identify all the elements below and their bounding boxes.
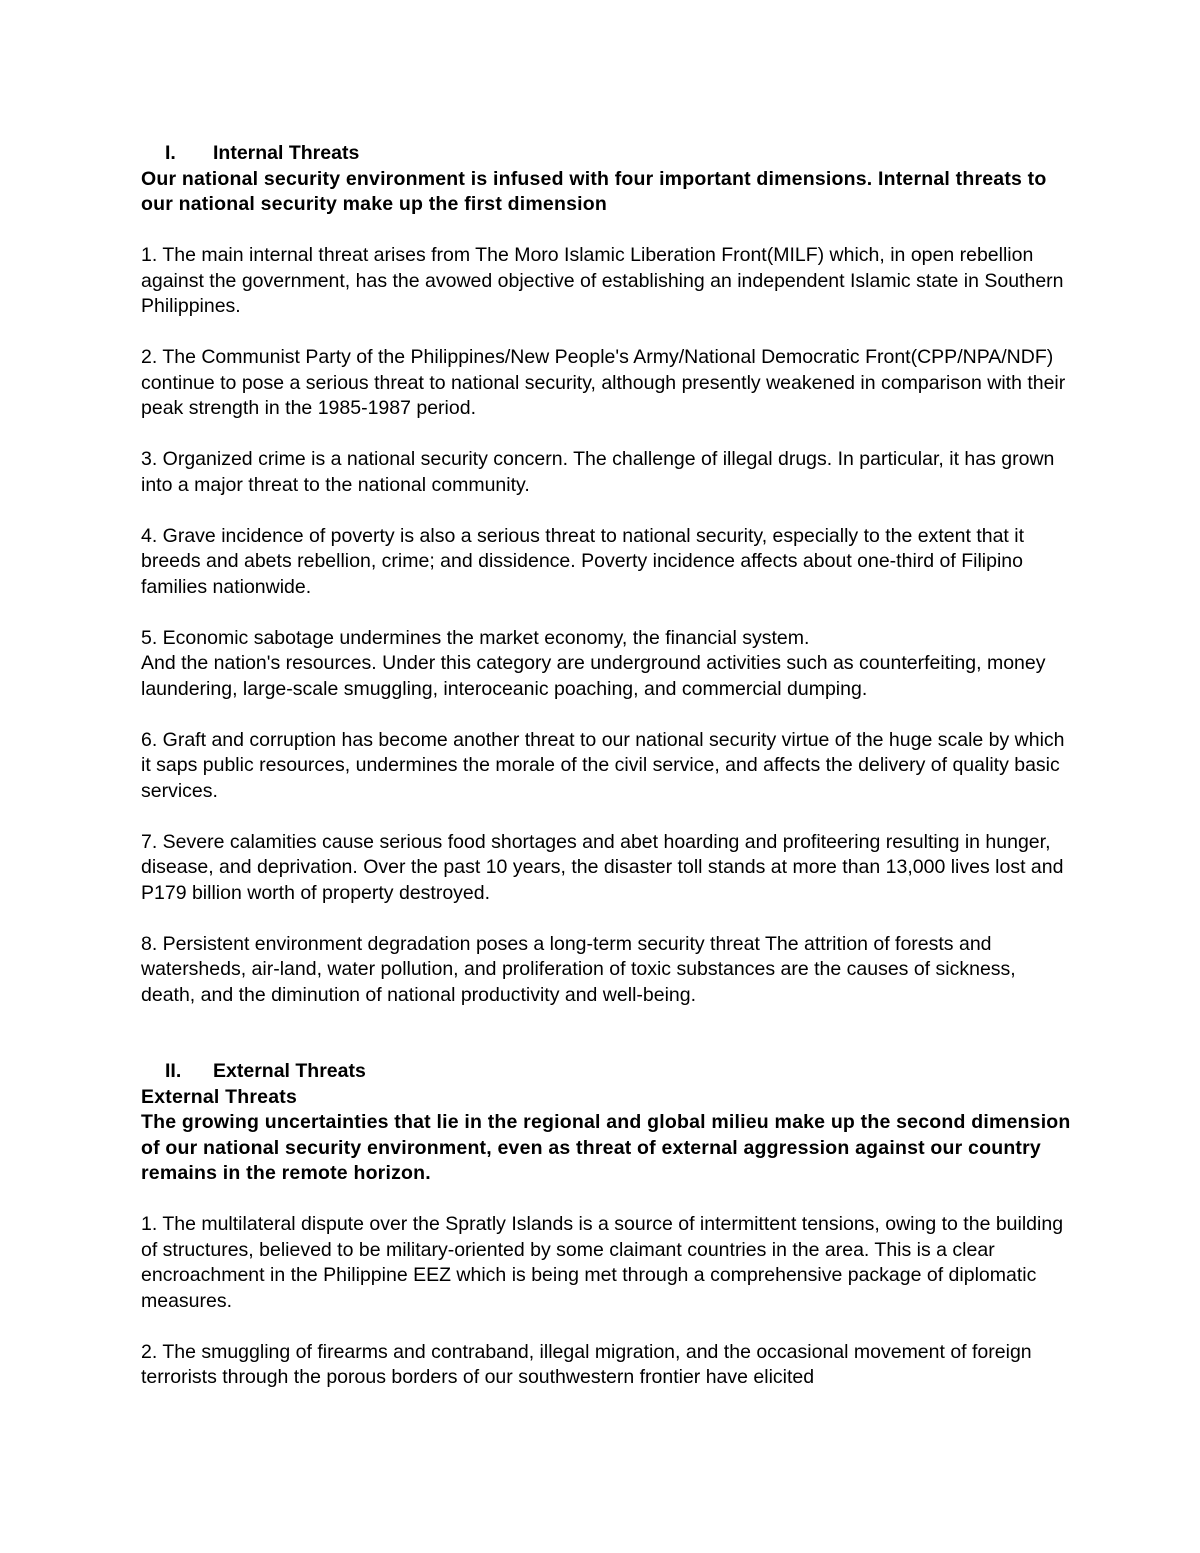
section-1-item-5-continued: And the nation's resources. Under this category are underground activities such as counterfeiting, money laundering, large-scale smuggling, interoceanic poaching, and commercial dumping.: [141, 652, 1046, 700]
section-1-intro: Our national security environment is infused with four important dimensions. Internal threats to our national security make up the first dimension: [141, 167, 1047, 215]
section-2-number: II.: [165, 1060, 182, 1082]
section-1-title: Internal Threats: [213, 142, 360, 164]
section-1-heading: [165, 141, 1071, 167]
section-1-item-7: 7. Severe calamities cause serious food shortages and abet hoarding and profiteering resulting in hunger, disease, and deprivation. Over the past 10 years, the disaster toll stands at more than 13,000 lives lost and P179 billion worth of property destroyed.: [141, 830, 1064, 904]
section-1-item-4: 4. Grave incidence of poverty is also a serious threat to national security, especially to the extent that it breeds and abets rebellion, crime; and dissidence. Poverty incidence affects about one-third of Filipino families nationwide.: [141, 524, 1025, 598]
section-2-item-1: 1. The multilateral dispute over the Spratly Islands is a source of intermittent tensions, owing to the building of structures, believed to be military-oriented by some claimant countries in the area. This is a clear encroachment in the Philippine EEZ which is being met through a comprehensive package of diplomatic measures.: [141, 1213, 1064, 1312]
section-1-item-8: 8. Persistent environment degradation poses a long-term security threat The attrition of forests and watersheds, air-land, water pollution, and proliferation of toxic substances are the causes of sickness, death, and the diminution of national productivity and well-being.: [141, 932, 1016, 1006]
section-1-item-3: 3. Organized crime is a national security concern. The challenge of illegal drugs. In particular, it has grown into a major threat to the national community.: [141, 448, 1055, 496]
section-2-heading: [165, 1059, 1071, 1085]
section-2-item-2: 2. The smuggling of firearms and contraband, illegal migration, and the occasional movement of foreign terrorists through the porous borders of our southwestern frontier have elicited: [141, 1340, 1032, 1388]
section-1-item-6: 6. Graft and corruption has become another threat to our national security virtue of the huge scale by which it saps public resources, undermines the morale of the civil service, and affects the delivery of quality basic services.: [141, 728, 1065, 802]
section-1-number: I.: [165, 142, 176, 164]
document-page: [141, 141, 1071, 1416]
section-1-item-5: 5. Economic sabotage undermines the market economy, the financial system.: [141, 626, 810, 649]
section-spacer: [141, 1034, 1071, 1060]
section-1-item-1: 1. The main internal threat arises from The Moro Islamic Liberation Front(MILF) which, in open rebellion against the government, has the avowed objective of establishing an independent Islamic state in Southern Philippines.: [141, 244, 1064, 317]
section-2-intro: The growing uncertainties that lie in the regional and global milieu make up the second dimension of our national security environment, even as threat of external aggression against our country remains in the remote horizon.: [141, 1111, 1071, 1184]
section-2-title: External Threats: [213, 1060, 366, 1082]
section-2-subtitle: External Threats: [141, 1085, 298, 1108]
section-1-item-2: 2. The Communist Party of the Philippines/New People's Army/National Democratic Front(CPP/NPA/NDF) continue to pose a serious threat to national security, although presently weakened in comparison with their peak strength in the 1985-1987 period.: [141, 346, 1066, 419]
